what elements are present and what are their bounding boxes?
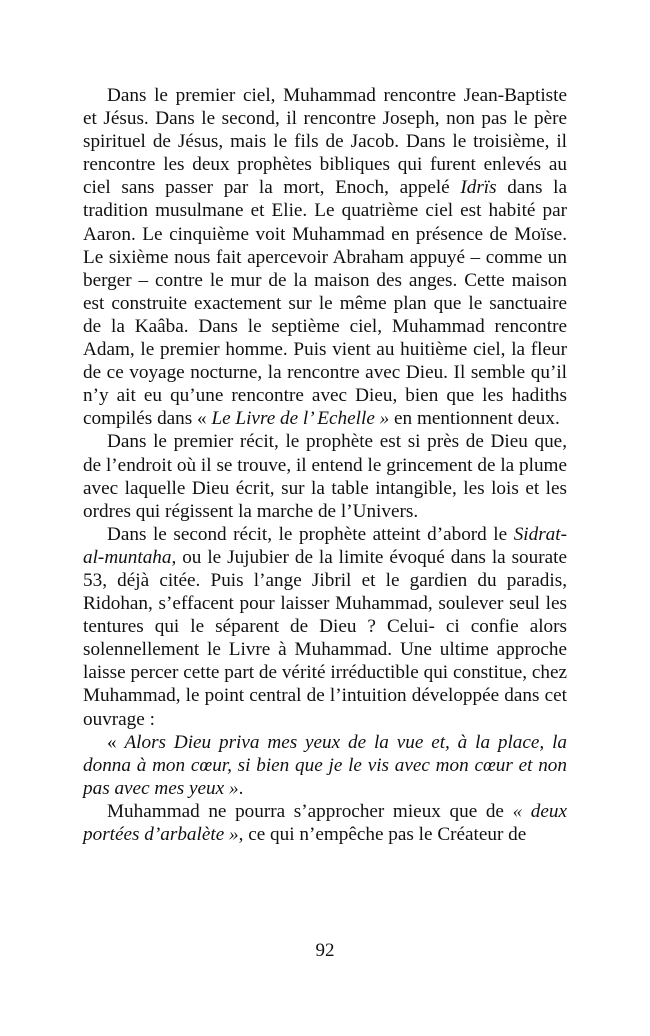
italic-quote: « deux portées d’arbalète » (83, 800, 567, 845)
paragraph-first-account (83, 430, 567, 522)
paragraph-second-account (83, 523, 567, 731)
text-segment: « (107, 731, 125, 753)
text-segment: Dans le premier récit, le prophète est si près de Dieu que, de l’endroit où il se trouve, il entend le grincement de la plume avec laquelle Dieu écrit, sur la table intangible, les lois et les ordres qui régissent la marche de l’Univers. (83, 431, 567, 522)
italic-term: Idrïs (460, 177, 497, 199)
text-segment: Dans le premier ciel, Muhammad rencontre Jean-Baptiste et Jésus. Dans le second, il rencontre Joseph, non pas le père spirituel de Jésus, mais le fils de Jacob. Dans le troisième, il rencontre les deux prophètes bibliques qui furent enlevés au ciel sans passer par la mort, Enoch, appelé (83, 85, 567, 199)
text-segment: , ce qui n’empêche pas le Créateur de (238, 824, 527, 845)
quotation-text: Alors Dieu priva mes yeux de la vue et, à la place, la donna à mon cœur, si bien que je le vis avec mon cœur et non pas avec mes yeux » (83, 731, 567, 799)
book-title: Le Livre de l’ Echelle » (211, 408, 390, 430)
paragraph-quotation (83, 731, 567, 800)
page-number: 92 (315, 940, 335, 961)
text-segment: Muhammad ne pourra s’approcher mieux que de (107, 800, 513, 822)
text-segment: en mentionnent deux. (389, 408, 560, 430)
paragraph-first-heaven (83, 84, 567, 430)
paragraph-crossbow (83, 800, 567, 846)
text-segment: , ou le Jujubier de la limite évoqué dans la sourate 53, déjà citée. Puis l’ange Jibril et le gardien du paradis, Ridohan, s’effacent pour laisser Muhammad, soulever seul les tentures qui le séparent de Dieu ? Celui- ci confie alors solennellement le Livre à Muhammad. Une ultime approche laisse percer cette part de vérité irréductible qui constitue, chez Muhammad, le point central de l’intuition développée dans cet ouvrage : (83, 546, 567, 730)
text-segment: . (238, 777, 244, 799)
text-segment: dans la tradition musulmane et Elie. Le quatrième ciel est habité par Aaron. Le cinquième voit Muhammad en présence de Moïse. Le sixième nous fait apercevoir Abraham appuyé – comme un berger – contre le mur de la maison des anges. Cette maison est construite exactement sur le même plan que le sanctuaire de la Kaâba. Dans le septième ciel, Muhammad rencontre Adam, le premier homme. Puis vient au huitième ciel, la fleur de ce voyage nocturne, la rencontre avec Dieu. Il semble qu’il n’y ait eu qu’une rencontre avec Dieu, bien que les hadiths compilés dans « (83, 177, 567, 430)
italic-term: Sidrat- al-muntaha (83, 523, 567, 568)
text-segment: Dans le second récit, le prophète atteint d’abord le (107, 523, 514, 545)
page-body (83, 84, 567, 846)
